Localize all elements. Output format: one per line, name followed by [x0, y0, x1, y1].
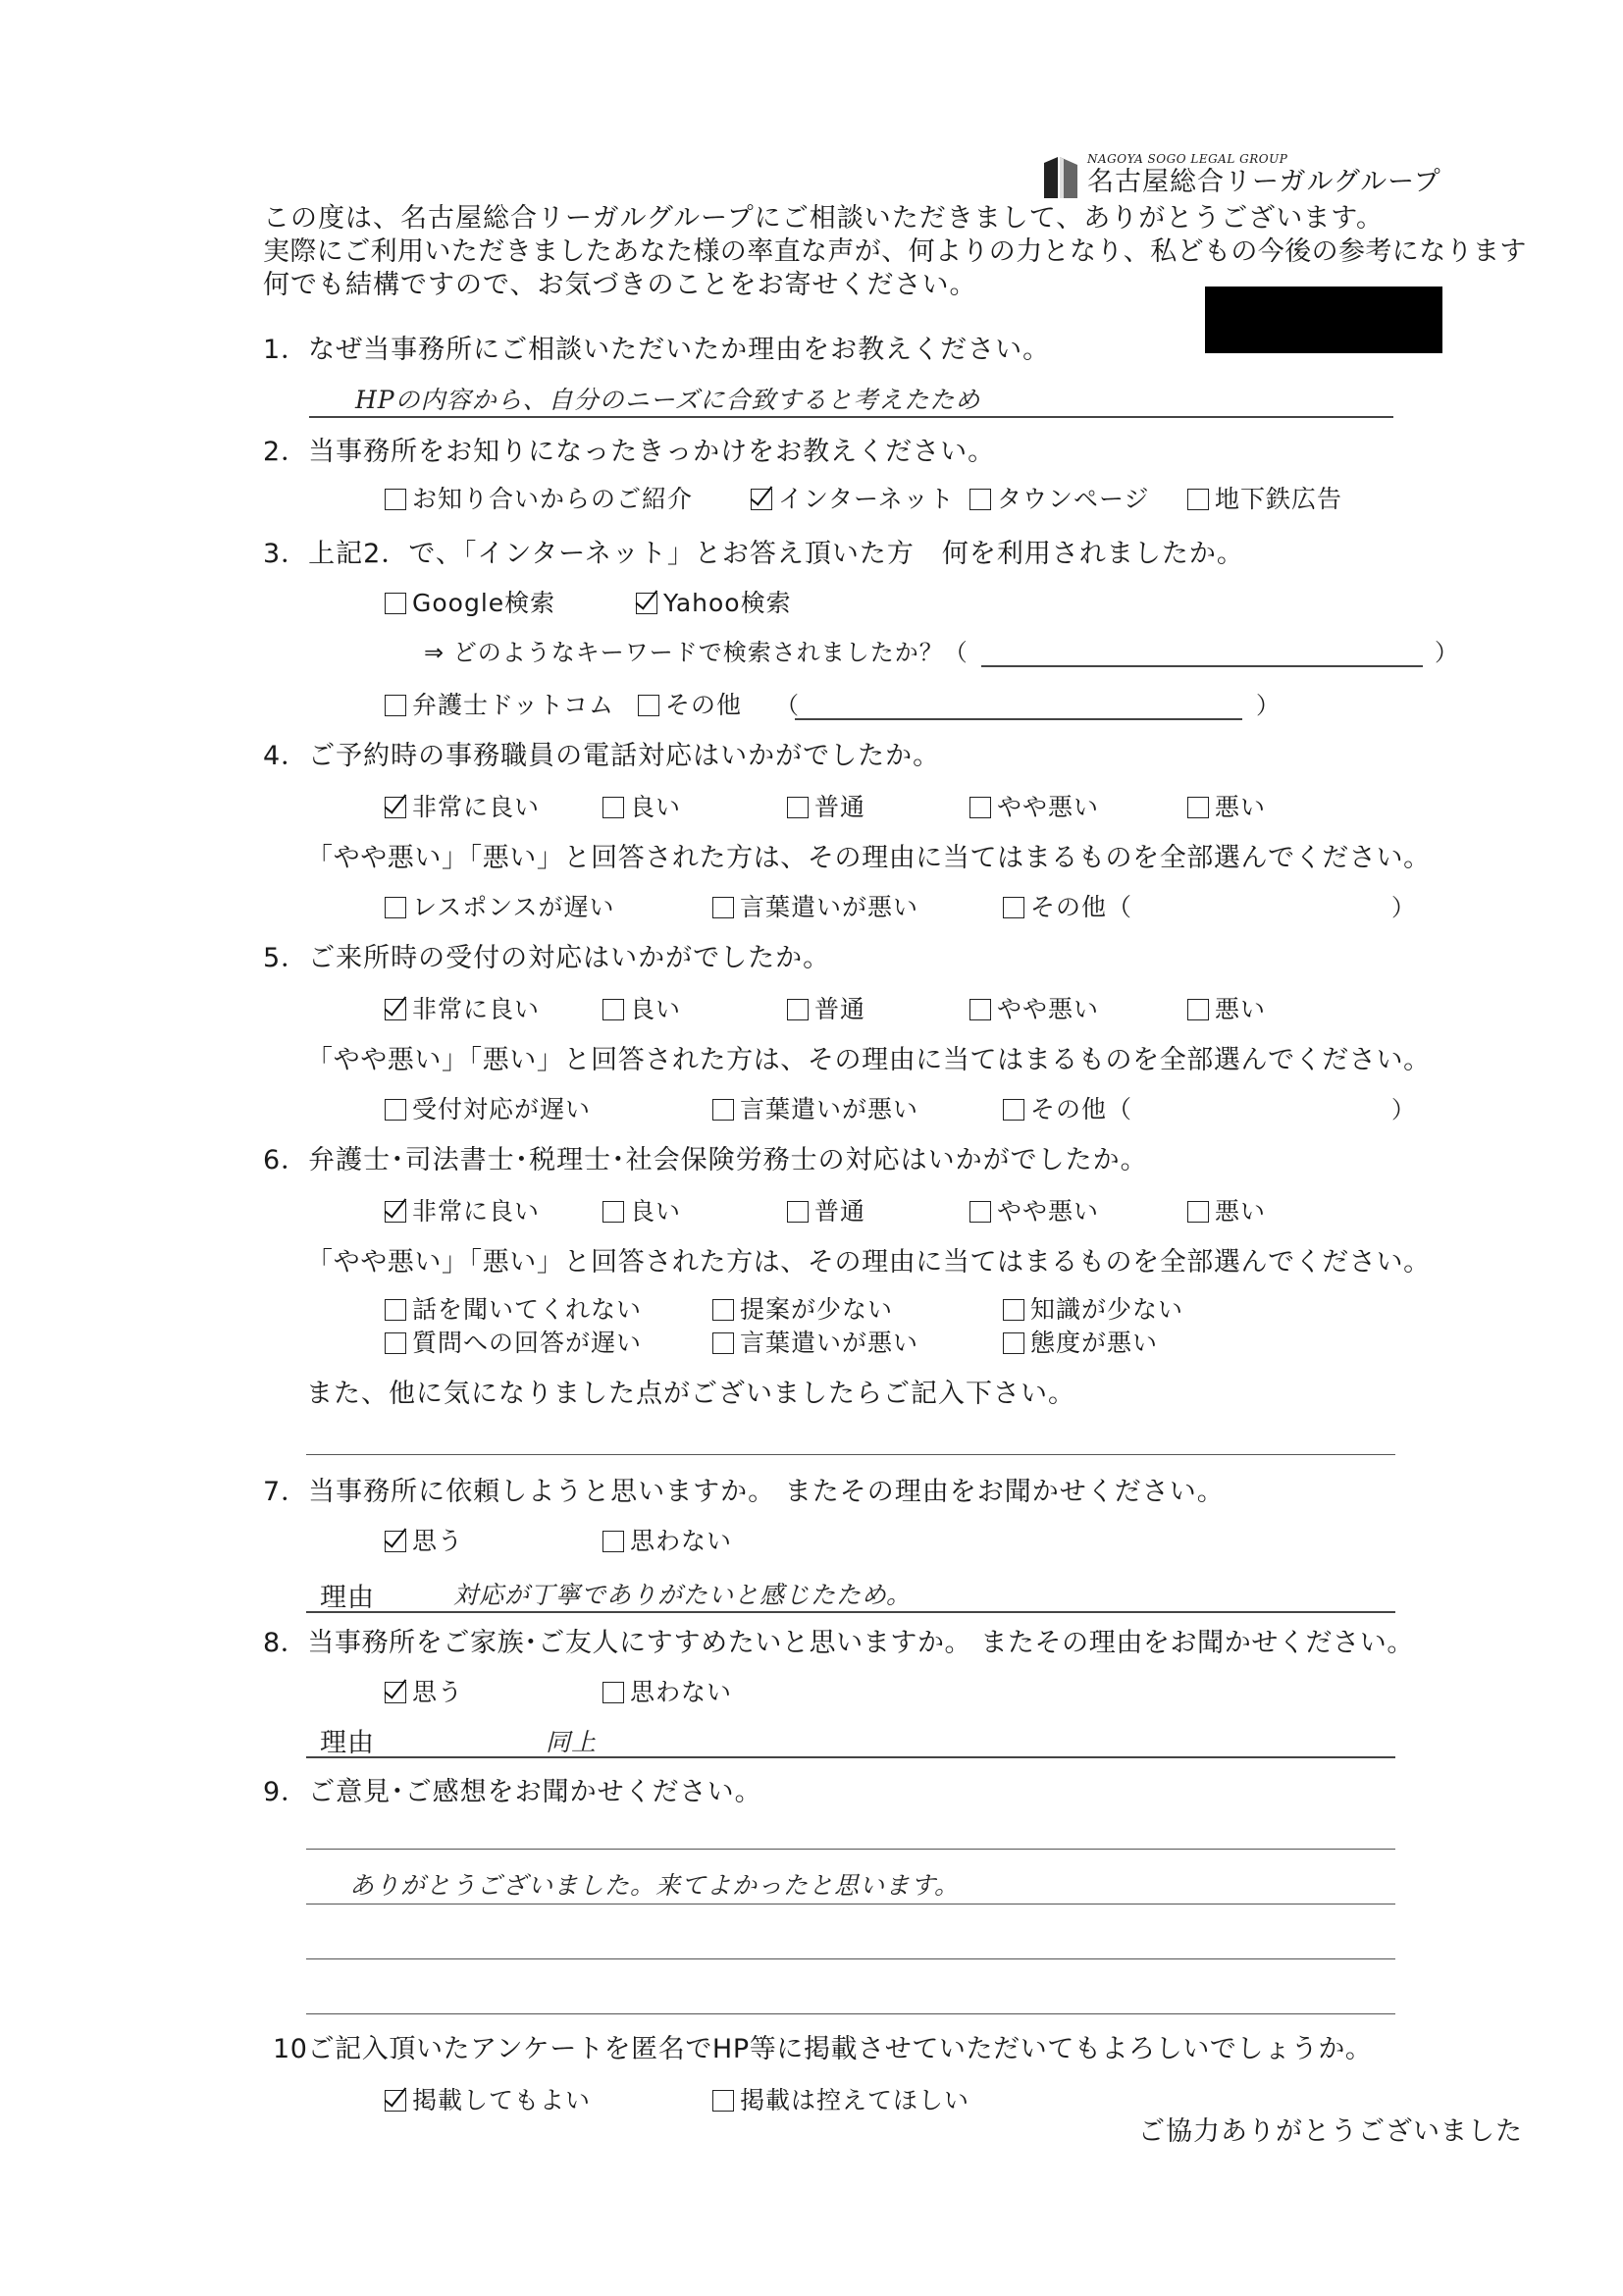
q8-reason-label: 理由 — [320, 1728, 375, 1758]
q4-followup: 「やや悪い」「悪い」と回答された方は、その理由に当てはまるものを全部選んでください。 — [306, 843, 1431, 873]
q7-option-yes[interactable]: 思う — [385, 1527, 463, 1556]
checkbox[interactable] — [969, 797, 991, 818]
q9-line-3[interactable] — [306, 1958, 1395, 1959]
q2-option-townpage[interactable]: タウンページ — [969, 485, 1150, 514]
q5-reason-slow-reception[interactable]: 受付対応が遅い — [385, 1095, 591, 1124]
checkbox[interactable] — [638, 695, 659, 716]
q5-reason-language[interactable]: 言葉遣いが悪い — [712, 1095, 918, 1124]
q1-label: 1．なぜ当事務所にご相談いただいたか理由をお教えください。 — [263, 335, 1051, 365]
q4-reason-slow-response[interactable]: レスポンスが遅い — [385, 893, 615, 922]
checkbox[interactable] — [385, 695, 406, 716]
q4-option-somewhat-bad[interactable]: やや悪い — [969, 793, 1099, 822]
q8-option-yes[interactable]: 思う — [385, 1678, 463, 1707]
checkbox[interactable] — [969, 1201, 991, 1223]
q6-reason-not-listening[interactable]: 話を聞いてくれない — [385, 1295, 642, 1325]
q6-reason-slow-answers[interactable]: 質問への回答が遅い — [385, 1329, 642, 1358]
logo-icon — [1042, 155, 1081, 200]
checkbox[interactable] — [1003, 897, 1024, 918]
q3-option-yahoo[interactable]: Yahoo検索 — [636, 589, 792, 618]
q8-reason-answer: 同上 — [546, 1728, 598, 1756]
checkbox[interactable] — [602, 1531, 624, 1552]
intro-line-3: 何でも結構ですので、お気づきのことをお寄せください。 — [263, 270, 977, 300]
q6-option-very-good[interactable]: 非常に良い — [385, 1197, 540, 1226]
checkbox[interactable] — [1003, 1099, 1024, 1121]
q6-reason-language[interactable]: 言葉遣いが悪い — [712, 1329, 918, 1358]
checkbox[interactable] — [602, 797, 624, 818]
q5-option-bad[interactable]: 悪い — [1187, 995, 1266, 1024]
q6-reason-little-knowledge[interactable]: 知識が少ない — [1003, 1295, 1183, 1325]
q3-option-other[interactable]: その他 — [638, 691, 742, 720]
q5-reason-close: ） — [1391, 1096, 1416, 1123]
q5-option-average[interactable]: 普通 — [787, 995, 865, 1024]
checkbox[interactable] — [712, 1332, 734, 1354]
q5-reason-other[interactable]: その他（ — [1003, 1095, 1132, 1124]
checkbox[interactable] — [385, 897, 406, 918]
q6-other-note: また、他に気になりました点がございましたらご記入下さい。 — [306, 1379, 1075, 1409]
checkbox-checked[interactable] — [385, 1201, 406, 1223]
q7-reason-label: 理由 — [320, 1583, 375, 1613]
checkbox[interactable] — [385, 1332, 406, 1354]
checkbox[interactable] — [712, 1099, 734, 1121]
checkbox[interactable] — [1187, 797, 1209, 818]
checkbox[interactable] — [602, 1201, 624, 1223]
checkbox[interactable] — [385, 1099, 406, 1121]
q3-other-line[interactable] — [795, 718, 1242, 720]
q4-label: 4．ご予約時の事務職員の電話対応はいかがでしたか。 — [263, 741, 941, 771]
checkbox[interactable] — [787, 797, 809, 818]
q4-reason-close: ） — [1391, 894, 1416, 921]
checkbox[interactable] — [1003, 1299, 1024, 1321]
q3-label: 3．上記2．で、「インターネット」とお答え頂いた方 何を利用されましたか。 — [263, 539, 1244, 569]
q9-label: 9．ご意見･ご感想をお聞かせください。 — [263, 1777, 762, 1807]
q6-reason-attitude[interactable]: 態度が悪い — [1003, 1329, 1158, 1358]
q3-other-open: （ — [775, 692, 800, 719]
q6-label: 6．弁護士･司法書士･税理士･社会保険労務士の対応はいかがでしたか。 — [263, 1145, 1148, 1175]
q6-other-line[interactable] — [306, 1454, 1395, 1455]
checkbox[interactable] — [602, 999, 624, 1020]
q1-answer-line — [309, 416, 1393, 418]
q6-option-somewhat-bad[interactable]: やや悪い — [969, 1197, 1099, 1226]
checkbox-checked[interactable] — [385, 1682, 406, 1703]
q2-option-subway-ad[interactable]: 地下鉄広告 — [1187, 485, 1342, 514]
q2-option-referral[interactable]: お知り合いからのご紹介 — [385, 485, 693, 514]
q6-followup: 「やや悪い」「悪い」と回答された方は、その理由に当てはまるものを全部選んでください。 — [306, 1247, 1431, 1278]
checkbox[interactable] — [787, 1201, 809, 1223]
checkbox[interactable] — [712, 2090, 734, 2112]
q4-reason-language[interactable]: 言葉遣いが悪い — [712, 893, 918, 922]
q4-reason-other[interactable]: その他（ — [1003, 893, 1132, 922]
checkbox[interactable] — [1003, 1332, 1024, 1354]
q5-option-good[interactable]: 良い — [602, 995, 681, 1024]
q5-option-very-good[interactable]: 非常に良い — [385, 995, 540, 1024]
q9-line-4[interactable] — [306, 2013, 1395, 2014]
q6-option-good[interactable]: 良い — [602, 1197, 681, 1226]
q5-followup: 「やや悪い」「悪い」と回答された方は、その理由に当てはまるものを全部選んでください。 — [306, 1045, 1431, 1075]
checkbox-checked[interactable] — [636, 593, 657, 614]
q3-option-google[interactable]: Google検索 — [385, 589, 555, 618]
q8-reason-line — [306, 1756, 1395, 1758]
checkbox[interactable] — [969, 999, 991, 1020]
checkbox-checked[interactable] — [751, 489, 772, 510]
logo-english: NAGOYA SOGO LEGAL GROUP — [1087, 152, 1288, 166]
q9-answer: ありがとうございました。来てよかったと思います。 — [349, 1871, 961, 1900]
q3-other-close: ） — [1256, 692, 1281, 719]
checkbox[interactable] — [1187, 999, 1209, 1020]
q8-option-no[interactable]: 思わない — [602, 1678, 732, 1707]
q7-reason-answer: 対応が丁寧でありがたいと感じたため。 — [453, 1581, 913, 1609]
checkbox[interactable] — [602, 1682, 624, 1703]
q3-option-bengoshi[interactable]: 弁護士ドットコム — [385, 691, 614, 720]
q9-line-2[interactable] — [306, 1904, 1395, 1905]
q5-option-somewhat-bad[interactable]: やや悪い — [969, 995, 1099, 1024]
q10-label: 10ご記入頂いたアンケートを匿名でHP等に掲載させていただいてもよろしいでしょうか。 — [273, 2034, 1373, 2064]
q3-keyword-line[interactable] — [981, 665, 1423, 667]
checkbox[interactable] — [787, 999, 809, 1020]
checkbox-checked[interactable] — [385, 1531, 406, 1552]
checkbox[interactable] — [1187, 1201, 1209, 1223]
q6-option-bad[interactable]: 悪い — [1187, 1197, 1266, 1226]
q4-option-bad[interactable]: 悪い — [1187, 793, 1266, 822]
checkbox-checked[interactable] — [385, 797, 406, 818]
q4-option-good[interactable]: 良い — [602, 793, 681, 822]
q7-option-no[interactable]: 思わない — [602, 1527, 732, 1556]
q5-label: 5．ご来所時の受付の対応はいかがでしたか。 — [263, 943, 831, 973]
q3-keyword-prompt: ⇒ どのようなキーワードで検索されましたか？（ — [424, 639, 969, 666]
q1-answer: HPの内容から、自分のニーズに合致すると考えたため — [355, 386, 981, 414]
q4-option-very-good[interactable]: 非常に良い — [385, 793, 540, 822]
q10-option-decline[interactable]: 掲載は控えてほしい — [712, 2086, 969, 2115]
checkbox[interactable] — [385, 593, 406, 614]
q2-option-internet[interactable]: インターネット — [751, 485, 955, 514]
checkbox[interactable] — [385, 1299, 406, 1321]
intro-line-2: 実際にご利用いただきましたあなた様の率直な声が、何よりの力となり、私どもの今後の参考になります — [263, 236, 1527, 267]
q6-option-average[interactable]: 普通 — [787, 1197, 865, 1226]
q4-option-average[interactable]: 普通 — [787, 793, 865, 822]
checkbox[interactable] — [969, 489, 991, 510]
checkbox[interactable] — [712, 1299, 734, 1321]
checkbox[interactable] — [1187, 489, 1209, 510]
checkbox[interactable] — [385, 489, 406, 510]
q2-label: 2．当事務所をお知りになったきっかけをお教えください。 — [263, 437, 996, 467]
logo-japanese: 名古屋総合リーガルグループ — [1087, 167, 1441, 197]
intro-line-1: この度は、名古屋総合リーガルグループにご相談いただきまして、ありがとうございます。 — [263, 203, 1385, 234]
q8-label: 8．当事務所をご家族･ご友人にすすめたいと思いますか。 またその理由をお聞かせください。 — [263, 1628, 1414, 1658]
q7-label: 7．当事務所に依頼しようと思いますか。 またその理由をお聞かせください。 — [263, 1477, 1225, 1507]
checkbox-checked[interactable] — [385, 999, 406, 1020]
q9-line-1[interactable] — [306, 1849, 1395, 1850]
closing-message: ご協力ありがとうございました — [1138, 2116, 1523, 2147]
redacted-block — [1205, 287, 1442, 353]
checkbox[interactable] — [712, 897, 734, 918]
q10-option-allow[interactable]: 掲載してもよい — [385, 2086, 591, 2115]
q7-reason-line — [306, 1611, 1395, 1613]
checkbox-checked[interactable] — [385, 2090, 406, 2112]
q3-keyword-close: ） — [1435, 639, 1459, 666]
q6-reason-few-proposals[interactable]: 提案が少ない — [712, 1295, 893, 1325]
